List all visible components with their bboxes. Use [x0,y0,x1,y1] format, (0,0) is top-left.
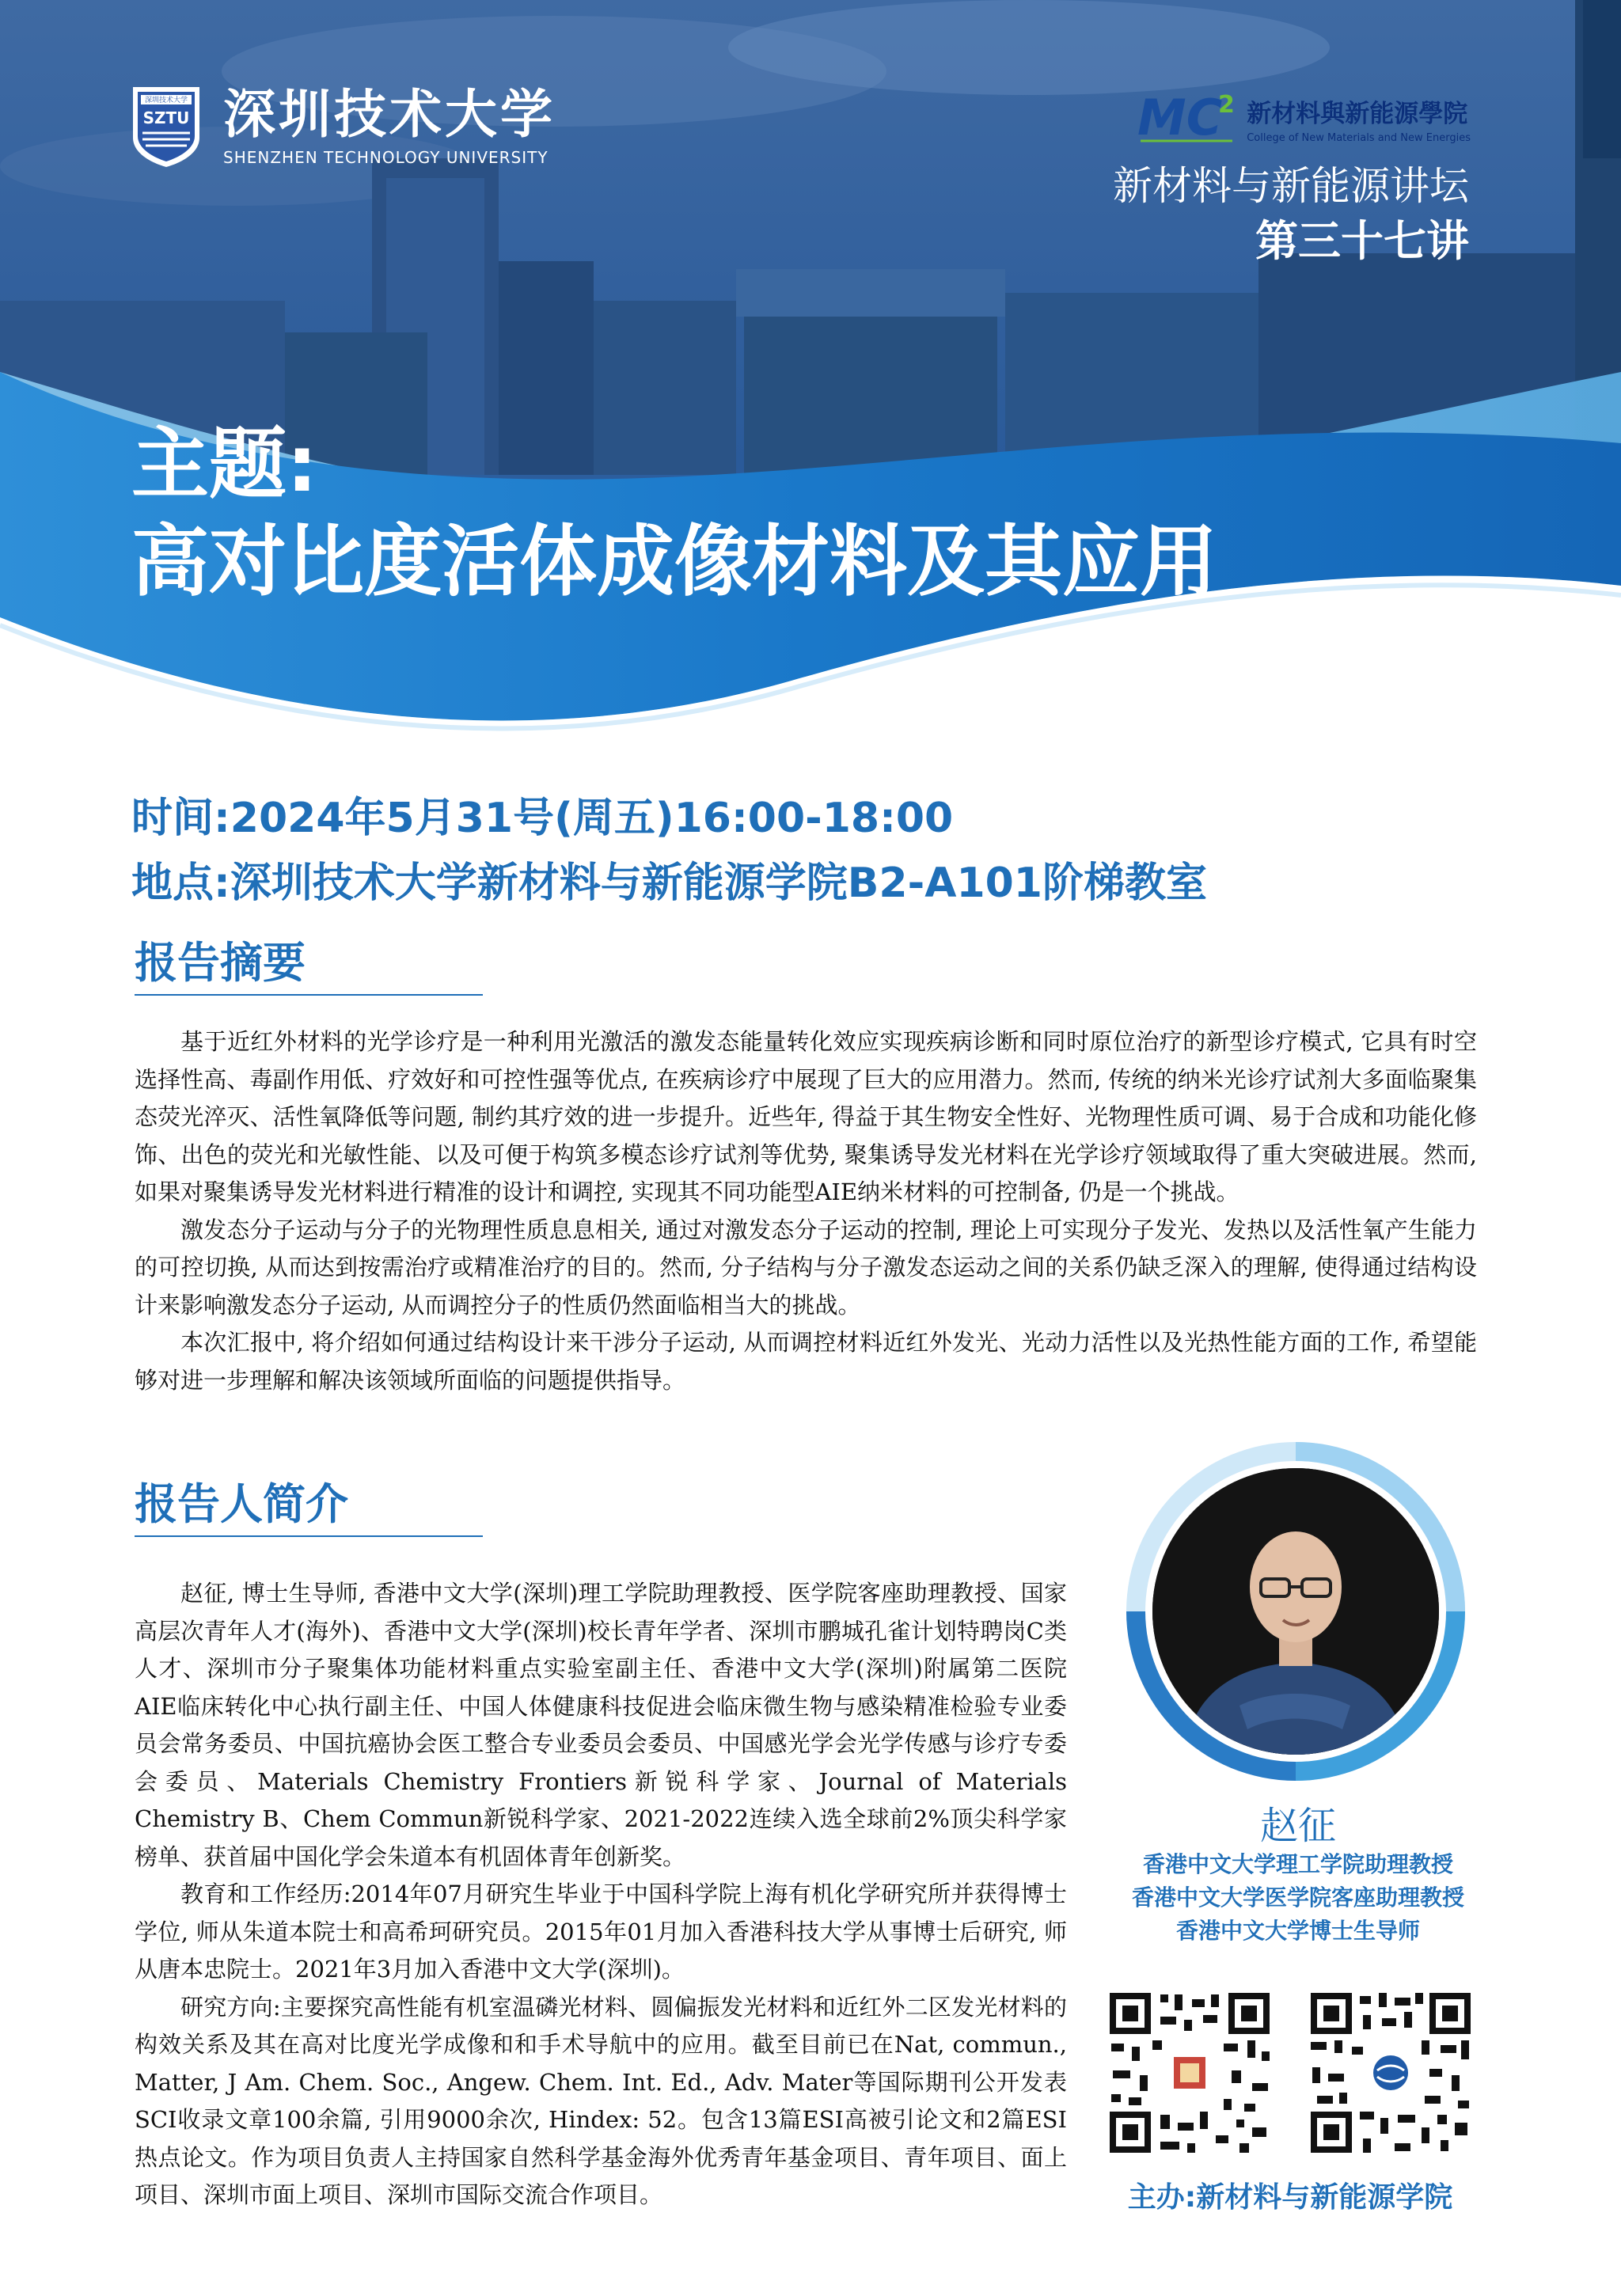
college-name-cn: 新材料與新能源學院 [1247,100,1468,128]
qr-code-icon [1306,1988,1475,2157]
university-name-cn: 深圳技术大学 [223,84,556,145]
topic-title: 高对比度活体成像材料及其应用 [131,517,1218,607]
topic-block [131,418,1217,613]
bio-paragraph: 研究方向:主要探究高性能有机室温磷光材料、圆偏振发光材料和近红外二区发光材料的构效关系及其在高对比度光学成像和和手术导航中的应用。截至目前已在Nat, commun., Matter, J Am. Chem. Soc., Angew. Chem. Int. Ed., Adv. Mater等国际期刊公开发表SCI收录文章100余篇, 引用9000余次, Hindex: 52。包含13篇ESI高被引论文和2篇ESI热点论文。作为项目负责人主持国家自然科学基金海外优秀青年基金项目、青年项目、面上项目、深圳市面上项目、深圳市国际交流合作项目。 [135,1993,1067,2208]
abstract-paragraph: 本次汇报中, 将介绍如何通过结构设计来干涉分子运动, 从而调控材料近红外发光、光动力活性以及光热性能方面的工作, 希望能够对进一步理解和解决该领域所面临的问题提供指导。 [135,1329,1477,1394]
speaker-titles [1061,1848,1536,1948]
event-place: 地点:深圳技术大学新材料与新能源学院B2-A101阶梯教室 [131,860,1207,907]
topic-label: 主题: [131,419,318,510]
bio-paragraph: 赵征, 博士生导师, 香港中文大学(深圳)理工学院助理教授、医学院客座助理教授、国家高层次青年人才(海外)、香港中文大学(深圳)校长青年学者、深圳市鹏城孔雀计划特聘岗C类人才、深圳市分子聚集体功能材料重点实验室副主任、香港中文大学(深圳)附属第二医院AIE临床转化中心执行副主任、中国人体健康科技促进会临床微生物与感染精准检验专业委员会常务委员、中国抗癌协会医工整合专业委员会委员、中国感光学会光学传感与诊疗专委会委员、Materials Chemistry Frontiers新锐科学家、Journal of Materials Chemistry B、Chem Commun新锐科学家、2021-2022连续入选全球前2%顶尖科学家榜单、获首届中国化学会朱道本有机固体青年创新奖。 [135,1580,1067,1870]
abstract-divider [135,994,483,996]
abstract-heading: 报告摘要 [135,938,306,988]
abstract-paragraph: 基于近红外材料的光学诊疗是一种利用光激活的激发态能量转化效应实现疾病诊断和同时原位治疗的新型诊疗模式, 它具有时空选择性高、毒副作用低、疗效好和可控性强等优点, 在疾病诊疗中展现了巨大的应用潜力。然而, 传统的纳米光诊疗试剂大多面临聚集态荧光淬灭、活性氧降低等问题, 制约其疗效的进一步提升。近些年, 得益于其生物安全性好、光物理性质可调、易于合成和功能化修饰、出色的荧光和光敏性能、以及可便于构筑多模态诊疗试剂等优势, 聚集诱导发光材料在光学诊疗领域取得了重大突破进展。然而, 如果对聚集诱导发光材料进行精准的设计和调控, 实现其不同功能型AIE纳米材料的可控制备, 仍是一个挑战。 [135,1028,1477,1205]
bio-heading: 报告人简介 [135,1479,348,1529]
speaker-title: 香港中文大学理工学院助理教授 [1142,1851,1453,1877]
qr-code-icon [1105,1988,1274,2157]
sponsor-label: 主办:新材料与新能源学院 [1127,2181,1453,2214]
university-abbr: SZTU [142,108,190,127]
bio-divider [135,1535,483,1537]
bio-paragraph: 教育和工作经历:2014年07月研究生毕业于中国科学院上海有机化学研究所并获得博士学位, 师从朱道本院士和高希珂研究员。2015年01月加入香港科技大学从事博士后研究, 师从唐本忠院士。2021年3月加入香港中文大学(深圳)。 [135,1880,1067,1983]
mc-logo-icon [1136,89,1239,149]
speaker-photo [1152,1468,1439,1755]
college-name-en: College of New Materials and New Energies [1247,132,1471,144]
university-logo [131,85,556,168]
forum-name: 新材料与新能源讲坛 [1113,163,1469,209]
qr-code-university[interactable] [1105,1988,1274,2157]
bio-text [135,1575,1067,2214]
abstract-paragraph: 激发态分子运动与分子的光物理性质息息相关, 通过对激发态分子运动的控制, 理论上可实现分子发光、发热以及活性氧产生能力的可控切换, 从而达到按需治疗或精准治疗的目的。然而, 分子结构与分子激发态运动之间的关系仍缺乏深入的理解, 使得通过结构设计来影响激发态分子运动, 从而调控分子的性质仍然面临相当大的挑战。 [135,1216,1477,1319]
header-banner [0,0,1621,776]
person-icon [1152,1468,1439,1755]
shield-caption: 深圳技术大学 [144,97,188,104]
college-logo [1136,89,1471,149]
forum-block [1113,158,1469,269]
university-name-en: SHENZHEN TECHNOLOGY UNIVERSITY [223,148,549,167]
svg-text:2: 2 [1218,91,1236,119]
lecture-number: 第三十七讲 [1255,216,1469,266]
abstract-text [135,1023,1477,1399]
speaker-title: 香港中文大学博士生导师 [1175,1918,1420,1944]
speaker-title: 香港中文大学医学院客座助理教授 [1131,1884,1464,1911]
speaker-name: 赵征 [1259,1804,1336,1848]
university-shield-icon [131,85,201,168]
event-info [131,786,1207,916]
qr-code-college[interactable] [1306,1988,1475,2157]
college-mark: MC [1137,89,1223,146]
event-time: 时间:2024年5月31号(周五)16:00-18:00 [131,795,954,842]
